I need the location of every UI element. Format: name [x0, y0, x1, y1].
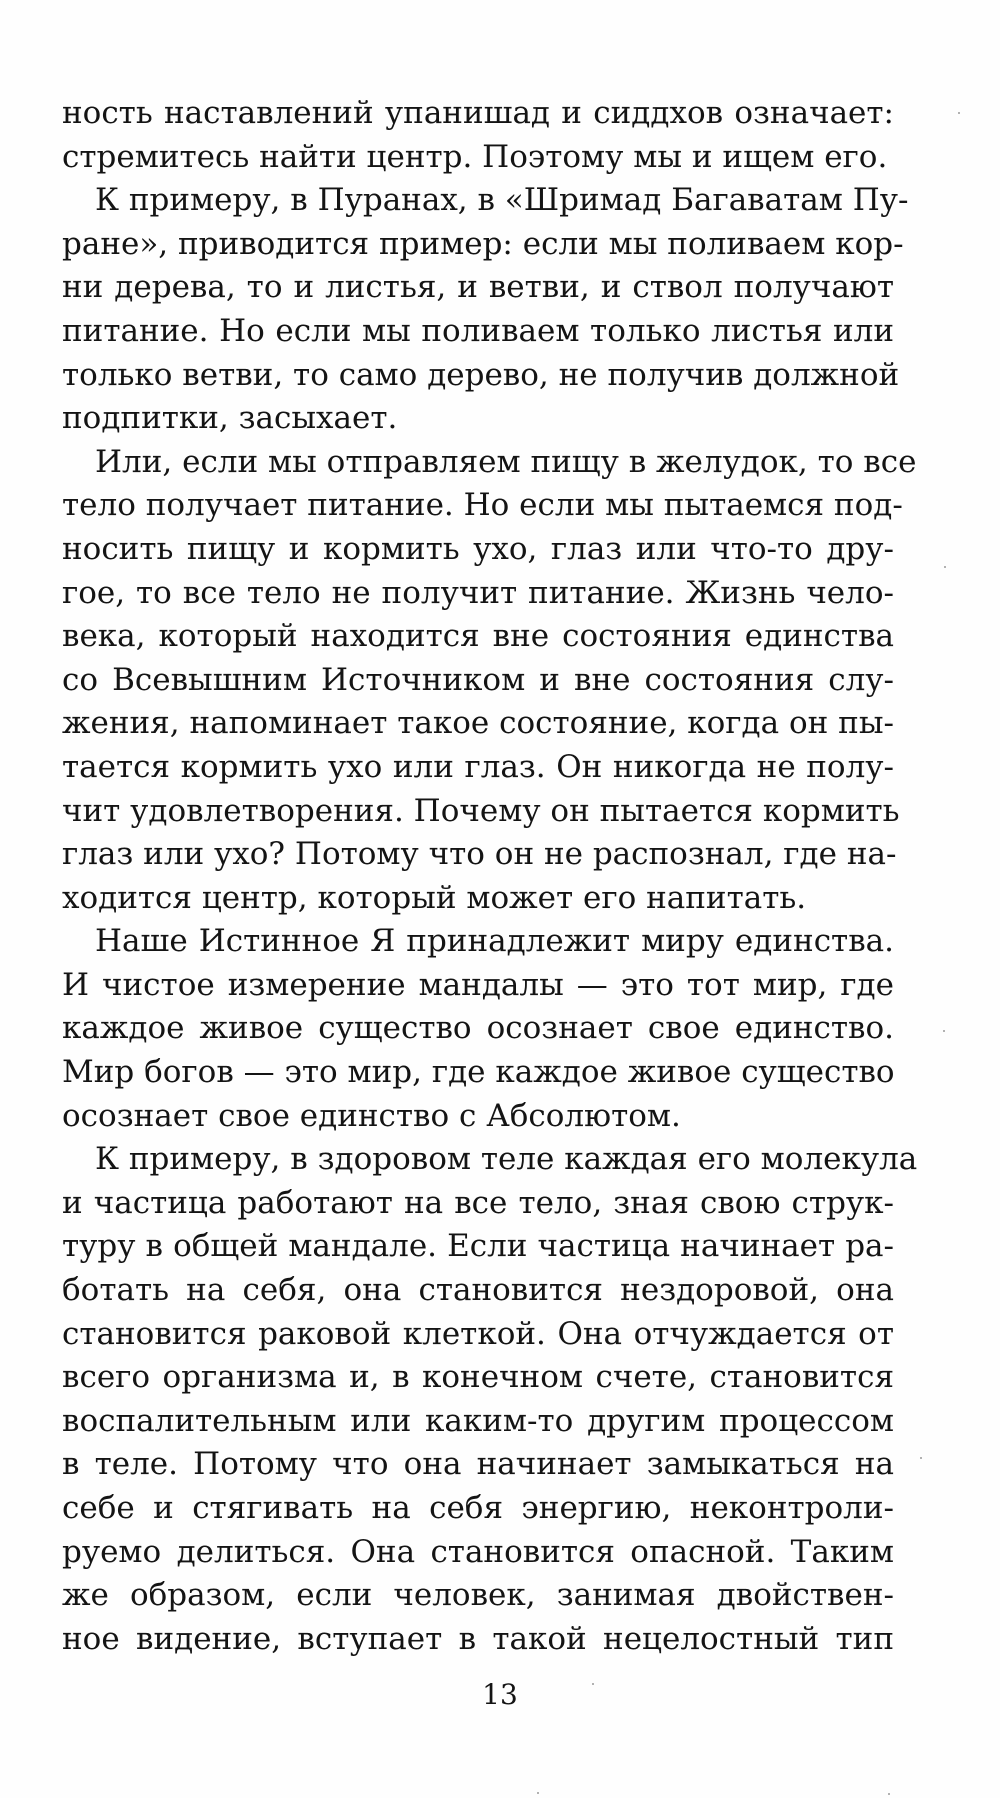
paragraph-5 [62, 1138, 918, 1661]
text-line: ботать на себя, она становится нездоровой, она [62, 1272, 894, 1309]
text-line: носить пищу и кормить ухо, глаз или что-то дру- [62, 530, 894, 567]
text-line: только ветви, то само дерево, не получив должной [62, 356, 900, 393]
text-line: каждое живое существо осознает свое единство. [62, 1010, 894, 1047]
text-line: века, который находится вне состояния единства [62, 618, 894, 655]
text-line: Или, если мы отправляем пищу в желудок, то все [95, 443, 917, 480]
text-line: питание. Но если мы поливаем только листья или [62, 312, 894, 349]
text-line: К примеру, в Пуранах, в «Шримад Багаватам Пу- [95, 182, 909, 219]
text-line: туру в общей мандале. Если частица начинает ра- [62, 1228, 894, 1265]
paragraph-4 [62, 920, 894, 1138]
scan-speck [592, 1683, 594, 1685]
text-line: Наше Истинное Я принадлежит миру единства. [95, 923, 894, 960]
text-line: становится раковой клеткой. Она отчуждается от [62, 1315, 894, 1352]
text-line: себе и стягивать на себя энергию, неконтроли- [62, 1490, 894, 1526]
text-line: ране», приводится пример: если мы поливаем кор- [62, 225, 904, 262]
text-line: ни дерева, то и листья, и ветви, и ствол получают [62, 269, 894, 306]
paragraph-1 [62, 92, 894, 179]
paragraph-3 [62, 441, 917, 921]
text-line: тается кормить ухо или глаз. Он никогда не полу- [62, 748, 894, 785]
text-line: же образом, если человек, занимая двойствен- [62, 1577, 894, 1614]
text-line: воспалительным или каким-то другим процессом [62, 1402, 894, 1439]
text-line: руемо делиться. Она становится опасной. Таким [62, 1533, 894, 1570]
text-line: тело получает питание. Но если мы пытаемся под- [62, 487, 903, 524]
text-line: И чистое измерение мандалы — это тот мир, где [62, 966, 894, 1003]
text-line: чит удовлетворения. Почему он пытается кормить [62, 792, 900, 829]
scan-speck [920, 1457, 922, 1459]
scan-speck [944, 566, 946, 568]
text-line: в теле. Потому что она начинает замыкаться на [62, 1446, 894, 1483]
paragraph-2 [62, 179, 909, 441]
text-line: глаз или ухо? Потому что он не распознал, где на- [62, 836, 897, 873]
text-line: К примеру, в здоровом теле каждая его молекула [95, 1141, 918, 1178]
text-line: подпитки, засыхает. [62, 400, 398, 437]
text-line: гое, то все тело не получит питание. Жизнь чело- [62, 574, 894, 611]
text-line: ность наставлений упанишад и сиддхов означает: [62, 95, 894, 131]
text-line: Мир богов — это мир, где каждое живое существо [62, 1054, 895, 1091]
text-line: жения, напоминает такое состояние, когда он пы- [62, 705, 894, 742]
text-line: ное видение, вступает в такой нецелостный тип [62, 1620, 894, 1657]
scan-speck [958, 112, 960, 114]
scan-speck [888, 1793, 890, 1795]
text-line: со Всевышним Источником и вне состояния слу- [62, 661, 894, 698]
text-line: ходится центр, который может его напитать. [62, 879, 807, 916]
body-text [62, 92, 918, 1661]
text-line: всего организма и, в конечном счете, становится [62, 1359, 894, 1396]
scan-speck [943, 1030, 945, 1032]
text-line: стремитесь найти центр. Поэтому мы и ищем его. [62, 138, 888, 175]
scan-speck [537, 1792, 539, 1794]
page-number: 13 [482, 1678, 518, 1711]
text-line: осознает свое единство с Абсолютом. [62, 1097, 681, 1134]
text-line: и частица работают на все тело, зная свою струк- [62, 1184, 894, 1221]
